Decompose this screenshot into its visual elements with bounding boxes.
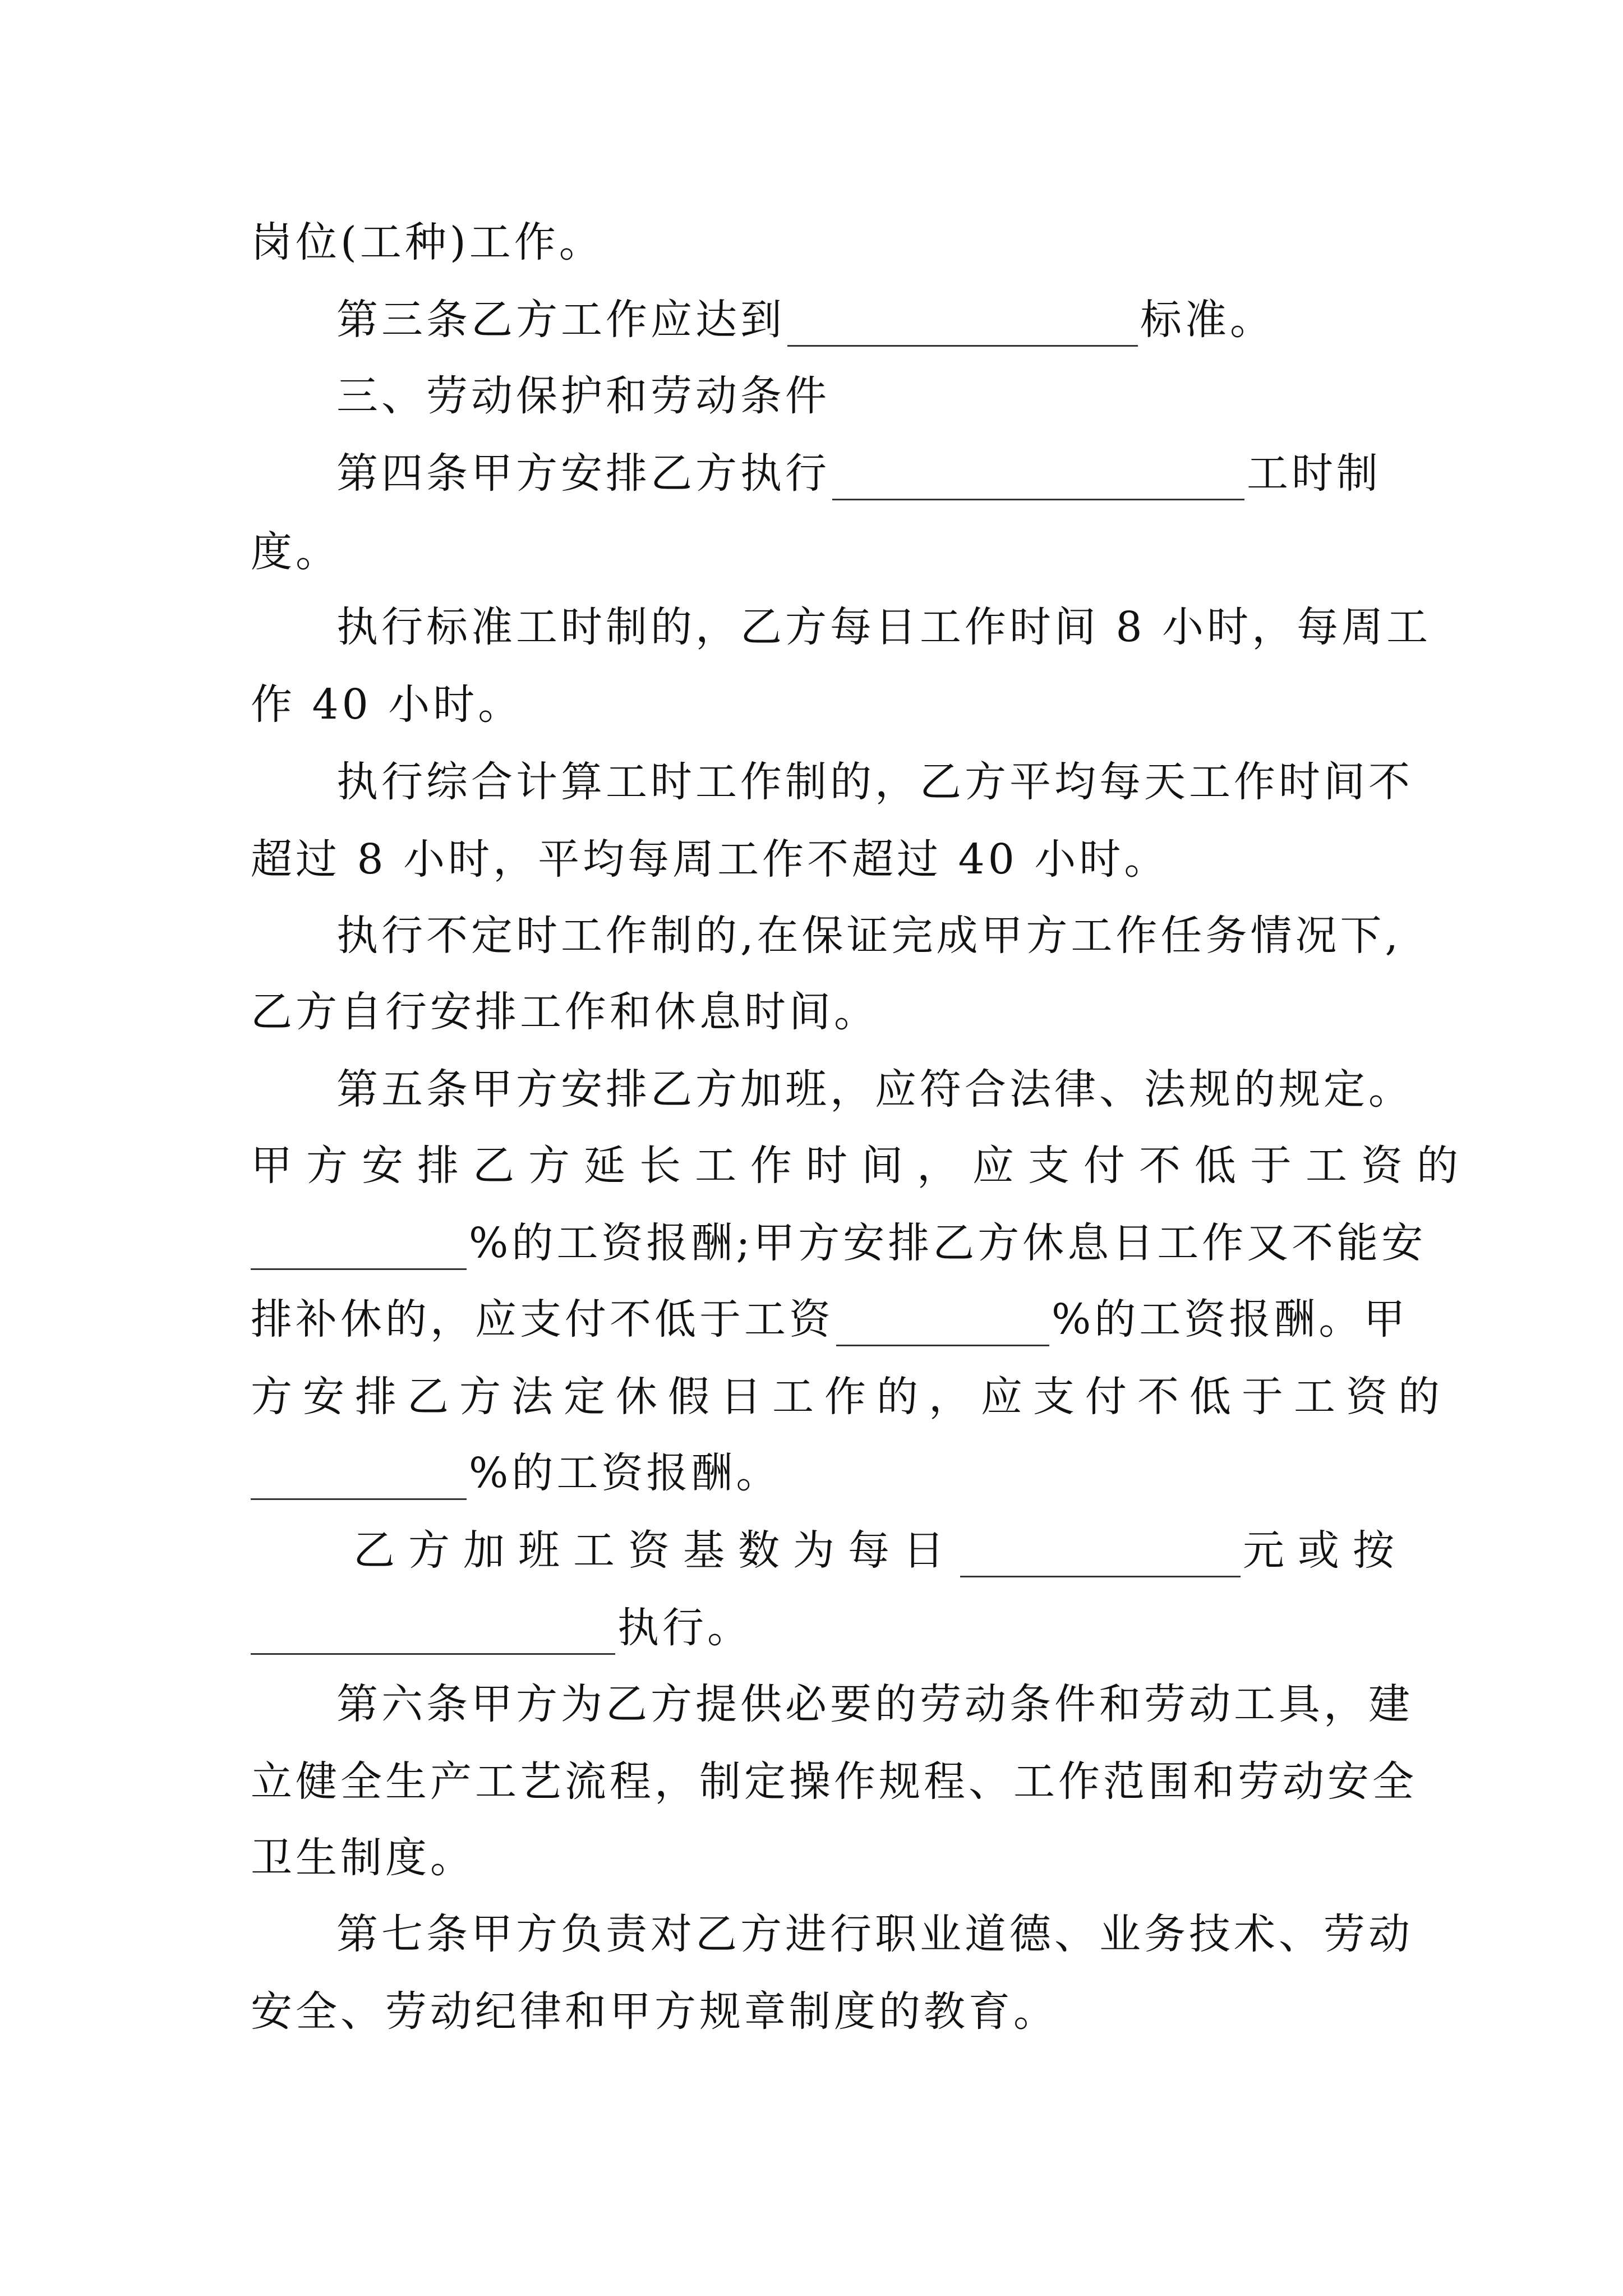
- text-line: 安全、劳动纪律和甲方规章制度的教育。: [251, 1987, 1058, 2036]
- overtime-line: [251, 1216, 1426, 1270]
- text-line: 执行综合计算工时工作制的，乙方平均每天工作时间不: [336, 758, 1413, 806]
- text-line: 第七条甲方负责对乙方进行职业道德、业务技术、劳动: [336, 1910, 1413, 1958]
- text-line: 第六条甲方为乙方提供必要的劳动条件和劳动工具，建: [336, 1680, 1413, 1728]
- fill-blank-base-basis[interactable]: [251, 1614, 615, 1655]
- text-fragment: 排补休的，应支付不低于工资: [251, 1295, 834, 1343]
- text-fragment: 标准。: [1140, 296, 1275, 344]
- text-line: 岗位(工种)工作。: [251, 218, 604, 266]
- text-line: 卫生制度。: [251, 1834, 475, 1882]
- text-line: 方安排乙方法定休假日工作的，应支付不低于工资的: [251, 1373, 1450, 1421]
- fill-blank-restday-percent[interactable]: [836, 1305, 1049, 1346]
- text-line: 执行标准工时制的，乙方每日工作时间 8 小时，每周工: [336, 603, 1432, 651]
- fill-blank-standard[interactable]: [787, 306, 1138, 347]
- text-line: 甲方安排乙方延长工作时间，应支付不低于工资的: [251, 1142, 1472, 1190]
- fill-blank-hours-system[interactable]: [832, 459, 1244, 500]
- text-line: 乙方自行安排工作和休息时间。: [251, 988, 879, 1036]
- restday-line: [251, 1292, 1408, 1346]
- text-fragment: 乙方加班工资基数为每日: [353, 1526, 958, 1575]
- text-line: 作 40 小时。: [251, 680, 523, 729]
- text-fragment: 执行。: [617, 1604, 752, 1652]
- text-line: 立健全生产工艺流程，制定操作规程、工作范围和劳动安全: [251, 1757, 1417, 1806]
- overtime-base-line-2: [251, 1601, 752, 1655]
- text-fragment: 第四条甲方安排乙方执行: [336, 449, 830, 498]
- article-4-line: [336, 447, 1381, 500]
- text-fragment: %的工资报酬。甲: [1052, 1295, 1409, 1343]
- text-line: 执行不定时工作制的,在保证完成甲方工作任务情况下,: [336, 912, 1402, 960]
- text-fragment: 工时制: [1247, 449, 1381, 498]
- text-fragment: %的工资报酬;甲方安排乙方休息日工作又不能安: [469, 1219, 1427, 1267]
- text-fragment: 元或按: [1243, 1526, 1408, 1575]
- section-heading: 三、劳动保护和劳动条件: [336, 372, 830, 420]
- fill-blank-daily-base[interactable]: [960, 1536, 1241, 1577]
- article-3-line: [336, 293, 1275, 347]
- text-fragment: %的工资报酬。: [469, 1449, 781, 1497]
- fill-blank-overtime-percent[interactable]: [251, 1229, 467, 1270]
- holiday-line: [251, 1446, 781, 1500]
- overtime-base-line: [353, 1524, 1408, 1577]
- text-line: 度。: [251, 528, 340, 576]
- fill-blank-holiday-percent[interactable]: [251, 1459, 467, 1500]
- text-line: 超过 8 小时，平均每周工作不超过 40 小时。: [251, 835, 1169, 884]
- text-fragment: 第三条乙方工作应达到: [336, 296, 785, 344]
- text-line: 第五条甲方安排乙方加班，应符合法律、法规的规定。: [336, 1065, 1413, 1114]
